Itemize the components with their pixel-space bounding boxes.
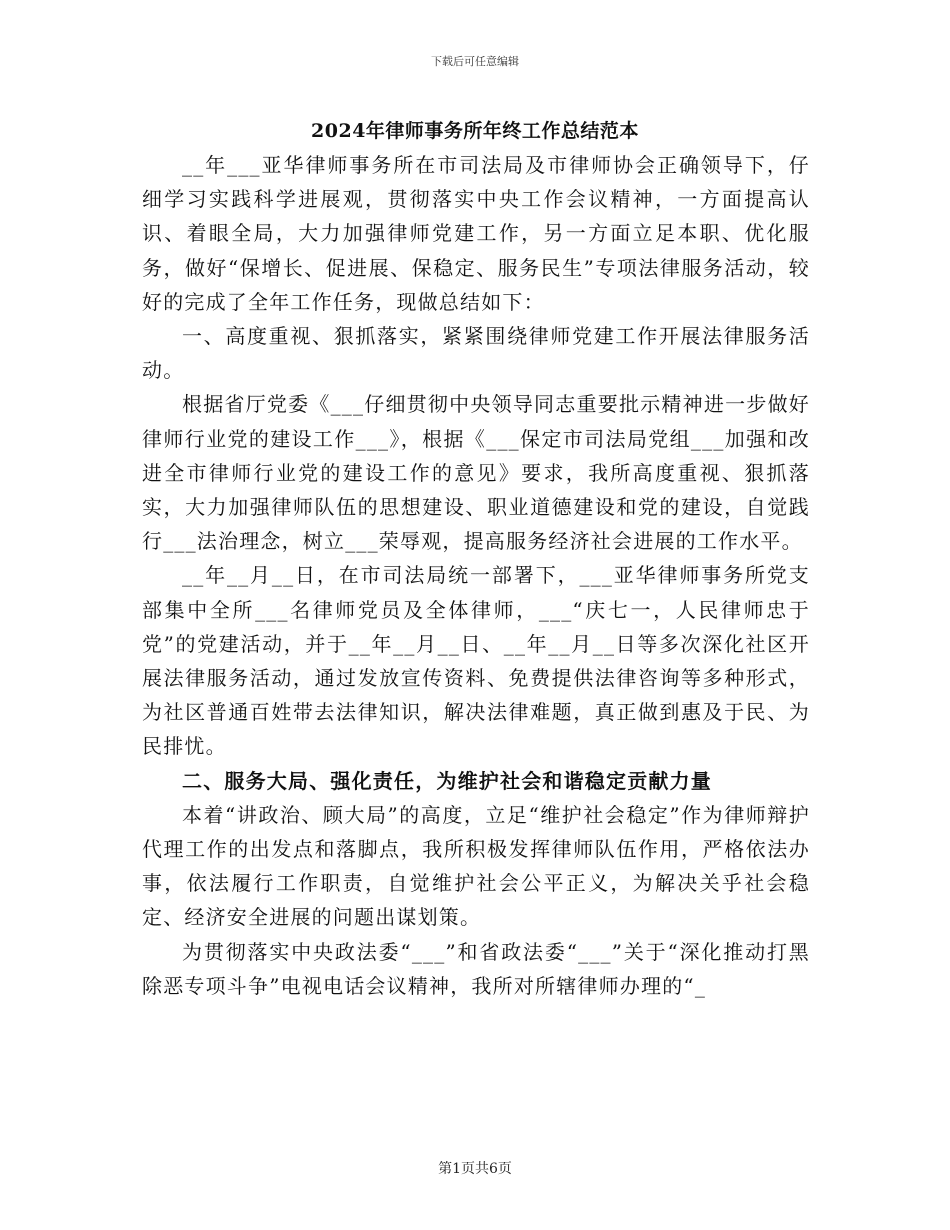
paragraph-social-stability: 本着“讲政治、顾大局”的高度，立足“维护社会稳定”作为律师辩护代理工作的出发点和落脚点，我所积极发挥律师队伍作用，严格依法办事，依法履行工作职责，自觉维护社会公平正义，为解决关乎社会稳定、经济安全进展的问题出谋划策。: [142, 802, 810, 930]
paragraph-intro: __年___亚华律师事务所在市司法局及市律师协会正确领导下，仔细学习实践科学进展观，贯彻落实中央工作会议精神，一方面提高认识、着眼全局，大力加强律师党建工作，另一方面立足本职、优化服务，做好“保增长、促进展、保稳定、服务民生”专项法律服务活动，较好的完成了全年工作任务，现做总结如下：: [142, 153, 810, 314]
document-body: [142, 148, 810, 1003]
paragraph-community-service: __年__月__日，在市司法局统一部署下，___亚华律师事务所党支部集中全所___名律师党员及全体律师，___“庆七一，人民律师忠于党”的党建活动，并于__年__月__日、__年__月__日等多次深化社区开展法律服务活动，通过发放宣传资料、免费提供法律咨询等多种形式，为社区普通百姓带去法律知识，解决法律难题，真正做到惠及于民、为民排忧。: [142, 563, 810, 759]
page-title: 2024年律师事务所年终工作总结范本: [311, 120, 639, 142]
paragraph-party-building: 根据省厅党委《___仔细贯彻中央领导同志重要批示精神进一步做好律师行业党的建设工作___》，根据《___保定市司法局党组___加强和改进全市律师行业党的建设工作的意见》要求，我所高度重视、狠抓落实，大力加强律师队伍的思想建设、职业道德建设和党的建设，自觉践行___法治理念，树立___荣辱观，提高服务经济社会进展的工作水平。: [142, 392, 810, 554]
page-footer: 第1页共6页: [438, 1161, 512, 1177]
section-heading-1: 一、高度重视、狠抓落实，紧紧围绕律师党建工作开展法律服务活动。: [142, 324, 810, 383]
section-heading-2: 二、服务大局、强化责任，为维护社会和谐稳定贡献力量: [182, 768, 712, 793]
header-note: 下载后可任意编辑: [431, 55, 519, 68]
paragraph-anti-crime: 为贯彻落实中央政法委“___”和省政法委“___”关于“深化推动打黑除恶专项斗争”电视电话会议精神，我所对所辖律师办理的“_: [142, 939, 810, 998]
